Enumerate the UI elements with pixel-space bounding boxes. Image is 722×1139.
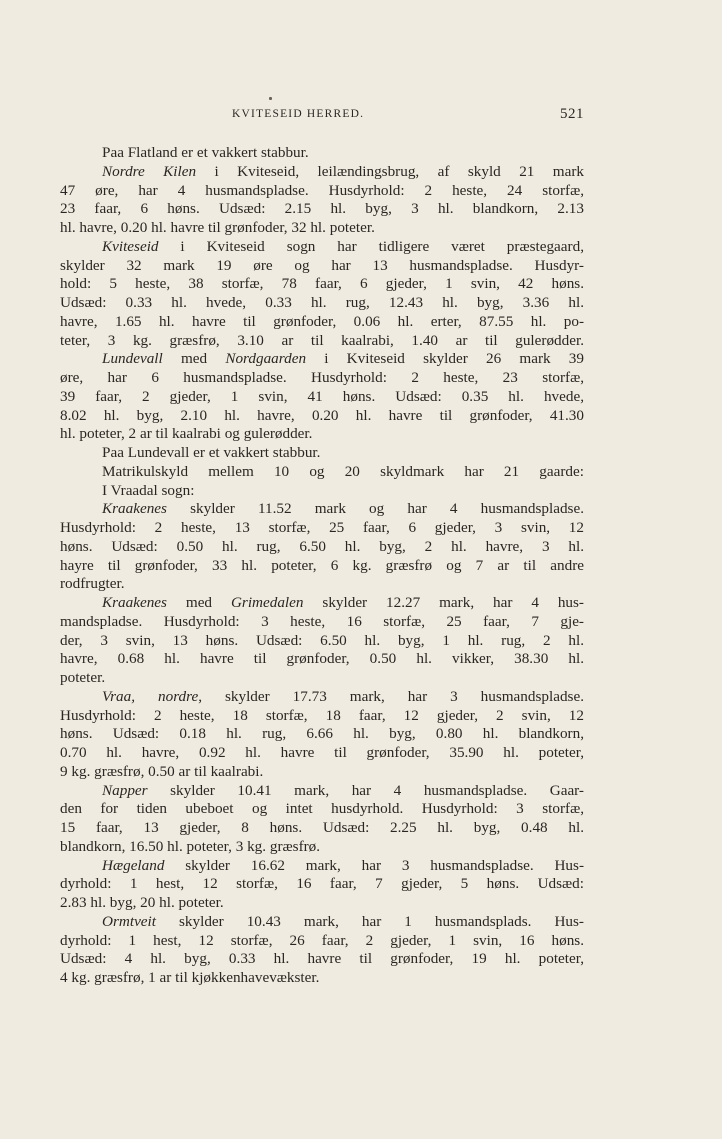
text-line xyxy=(60,407,584,426)
line-text: Udsæd: 4 hl. byg, 0.33 hl. havre til grønfoder, 19 hl. poteter, xyxy=(60,950,584,968)
line-text: poteter. xyxy=(60,669,106,686)
line-text: 0.70 hl. havre, 0.92 hl. havre til grønfoder, 35.90 hl. poteter, xyxy=(60,744,584,761)
farm-name: Nordgaarden xyxy=(225,350,307,368)
text-line xyxy=(60,332,584,351)
line-text: der, 3 svin, 13 høns. Udsæd: 6.50 hl. byg, 1 hl. rug, 2 hl. xyxy=(60,631,584,649)
text-line xyxy=(60,950,584,969)
text-line xyxy=(60,575,584,594)
text-line xyxy=(60,707,584,726)
line-text: skylder 10.41 mark, har 4 husmandspladse. Gaar- xyxy=(147,781,584,799)
text-line xyxy=(60,425,584,444)
farm-name: Napper xyxy=(102,781,148,799)
text-line xyxy=(60,800,584,819)
text-line xyxy=(60,613,584,632)
farm-name: Vraa, nordre xyxy=(102,687,199,705)
line-text: hl. havre, 0.20 hl. havre til grønfoder, 32 hl. poteter. xyxy=(60,219,375,236)
text-line xyxy=(60,932,584,951)
line-text: havre, 1.65 hl. havre til grønfoder, 0.06 hl. erter, 87.55 hl. po- xyxy=(60,312,584,330)
running-head: KVITESEID HERRED. xyxy=(232,108,365,120)
text-line xyxy=(60,500,584,519)
text-line xyxy=(60,463,584,482)
line-text: hayre til grønfoder, 33 hl. poteter, 6 kg. græsfrø og 7 ar til andre xyxy=(60,556,584,574)
text-line xyxy=(60,650,584,669)
text-line xyxy=(60,557,584,576)
farm-name: Hægeland xyxy=(102,856,165,874)
text-line xyxy=(60,688,584,707)
line-text: 4 kg. græsfrø, 1 ar til kjøkkenhavevækster. xyxy=(60,969,320,986)
line-text: med xyxy=(166,594,231,611)
print-speck xyxy=(269,97,272,100)
line-text: skylder 16.62 mark, har 3 husmandspladse. Hus- xyxy=(164,856,584,874)
text-line xyxy=(60,763,584,782)
line-text: 23 faar, 6 høns. Udsæd: 2.15 hl. byg, 3 hl. blandkorn, 2.13 xyxy=(60,200,584,218)
text-line xyxy=(60,632,584,651)
text-line xyxy=(60,594,584,613)
line-text: 15 faar, 13 gjeder, 8 høns. Udsæd: 2.25 hl. byg, 0.48 hl. xyxy=(60,819,584,836)
line-text: den for tiden ubeboet og intet husdyrhold. Husdyrhold: 3 storfæ, xyxy=(60,800,584,818)
text-line xyxy=(60,744,584,763)
page-number: 521 xyxy=(560,106,584,122)
line-text: øre, har 6 husmandspladse. Husdyrhold: 2 heste, 23 storfæ, xyxy=(60,369,584,386)
line-text: 2.83 hl. byg, 20 hl. poteter. xyxy=(60,894,224,911)
farm-name: Grimedalen xyxy=(230,594,304,611)
line-text: dyrhold: 1 hest, 12 storfæ, 26 faar, 2 gjeder, 1 svin, 16 høns. xyxy=(60,931,584,949)
line-text: hold: 5 heste, 38 storfæ, 78 faar, 6 gjeder, 1 svin, 42 høns. xyxy=(60,275,584,293)
line-text: i Kviteseid, leilændingsbrug, af skyld 21 mark xyxy=(196,162,584,180)
line-text: mandspladse. Husdyrhold: 3 heste, 16 storfæ, 25 faar, 7 gje- xyxy=(60,612,584,630)
text-line xyxy=(60,538,584,557)
line-text: skylder 32 mark 19 øre og har 13 husmandspladse. Husdyr- xyxy=(60,256,584,274)
line-text: Matrikulskyld mellem 10 og 20 skyldmark har 21 gaarde: xyxy=(102,462,584,480)
text-line xyxy=(60,388,584,407)
line-text: skylder 11.52 mark og har 4 husmandspladse. xyxy=(166,500,584,518)
text-line xyxy=(60,313,584,332)
line-text: havre, 0.68 hl. havre til grønfoder, 0.50 hl. vikker, 38.30 hl. xyxy=(60,650,584,668)
line-text: Paa Lundevall er et vakkert stabbur. xyxy=(102,444,321,461)
line-text: 9 kg. græsfrø, 0.50 ar til kaalrabi. xyxy=(60,762,264,780)
text-line xyxy=(60,444,584,463)
text-line xyxy=(60,294,584,313)
line-text: 47 øre, har 4 husmandspladse. Husdyrhold: 2 heste, 24 storfæ, xyxy=(60,181,584,199)
text-line xyxy=(60,482,584,501)
text-line xyxy=(60,200,584,219)
line-text: teter, 3 kg. græsfrø, 3.10 ar til kaalrabi, 1.40 ar til gulerødder. xyxy=(60,331,584,349)
line-text: I Vraadal sogn: xyxy=(102,481,195,499)
line-text: 8.02 hl. byg, 2.10 hl. havre, 0.20 hl. havre til grønfoder, 41.30 xyxy=(60,406,584,424)
line-text: 39 faar, 2 gjeder, 1 svin, 41 høns. Udsæd: 0.35 hl. hvede, xyxy=(60,387,584,405)
line-text: høns. Udsæd: 0.18 hl. rug, 6.66 hl. byg, 0.80 hl. blandkorn, xyxy=(60,725,584,743)
farm-name: Lundevall xyxy=(102,350,163,368)
farm-name: Nordre Kilen xyxy=(102,162,197,180)
text-line xyxy=(60,144,584,163)
text-line xyxy=(60,519,584,538)
farm-name: Kviteseid xyxy=(102,237,159,255)
text-line xyxy=(60,257,584,276)
line-text: i Kviteseid sogn har tidligere været præstegaard, xyxy=(158,237,584,255)
text-line xyxy=(60,819,584,838)
line-text: i Kviteseid skylder 26 mark 39 xyxy=(306,350,584,368)
body-text xyxy=(60,144,584,988)
text-line xyxy=(60,857,584,876)
line-text: hl. poteter, 2 ar til kaalrabi og gulerødder. xyxy=(60,425,313,443)
text-line xyxy=(60,369,584,388)
line-text: Husdyrhold: 2 heste, 13 storfæ, 25 faar, 6 gjeder, 3 svin, 12 xyxy=(60,519,584,536)
line-text: Paa Flatland er et vakkert stabbur. xyxy=(102,144,309,161)
line-text: høns. Udsæd: 0.50 hl. rug, 6.50 hl. byg, 2 hl. havre, 3 hl. xyxy=(60,537,584,555)
line-text: rodfrugter. xyxy=(60,575,125,593)
page-header xyxy=(60,108,584,128)
text-line xyxy=(60,875,584,894)
text-line xyxy=(60,219,584,238)
line-text: , skylder 17.73 mark, har 3 husmandspladse. xyxy=(198,687,584,705)
text-line xyxy=(60,913,584,932)
line-text: dyrhold: 1 hest, 12 storfæ, 16 faar, 7 gjeder, 5 høns. Udsæd: xyxy=(60,875,584,893)
text-line xyxy=(60,782,584,801)
line-text: skylder 10.43 mark, har 1 husmandsplads. Hus- xyxy=(156,912,584,930)
text-line xyxy=(60,350,584,369)
line-text: blandkorn, 16.50 hl. poteter, 3 kg. græsfrø. xyxy=(60,837,321,855)
text-line xyxy=(60,238,584,257)
farm-name: Kraakenes xyxy=(102,594,167,611)
text-line xyxy=(60,275,584,294)
text-line xyxy=(60,838,584,857)
line-text: Udsæd: 0.33 hl. hvede, 0.33 hl. rug, 12.43 hl. byg, 3.36 hl. xyxy=(60,294,584,311)
text-line xyxy=(60,163,584,182)
farm-name: Ormtveit xyxy=(102,912,156,930)
text-line xyxy=(60,182,584,201)
farm-name: Kraakenes xyxy=(102,500,167,518)
text-line xyxy=(60,969,584,988)
text-line xyxy=(60,669,584,688)
line-text: skylder 12.27 mark, har 4 hus- xyxy=(303,594,584,611)
text-line xyxy=(60,725,584,744)
text-line xyxy=(60,894,584,913)
line-text: med xyxy=(162,350,226,368)
line-text: Husdyrhold: 2 heste, 18 storfæ, 18 faar, 12 gjeder, 2 svin, 12 xyxy=(60,706,584,724)
